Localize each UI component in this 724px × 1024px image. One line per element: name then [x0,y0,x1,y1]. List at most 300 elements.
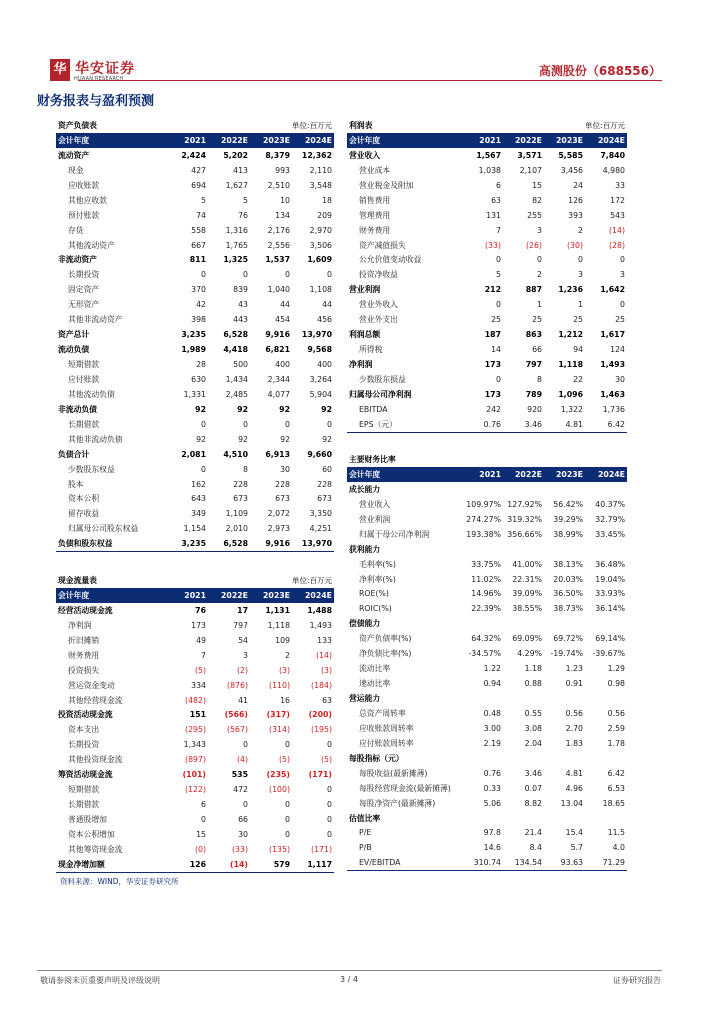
table-row [56,842,334,857]
row-value: (2) [236,665,248,675]
row-value: 2,485 [225,389,248,399]
row-value: 127.92% [507,499,542,509]
row-value: 162 [191,479,206,489]
table-row [56,722,334,737]
row-value [503,811,544,826]
row-value: 3,548 [309,180,332,190]
row-value: 1,617 [600,330,626,340]
row-value: (317) [266,710,290,720]
row-value: 1,463 [600,389,626,399]
table-row [56,208,334,223]
table-row [347,512,627,527]
row-value: 28 [196,360,206,370]
row-label: 销售费用 [359,195,391,205]
row-value: 6,821 [265,345,290,355]
table-row [56,752,334,767]
row-value: 2 [285,650,290,660]
row-value: 400 [317,360,332,370]
row-label: 所得税 [359,345,383,355]
table-row [56,827,334,842]
row-label: 其他应收款 [68,195,107,205]
row-value: 92 [238,434,248,444]
row-value: 3.46 [524,768,542,778]
row-value: 0 [327,419,332,429]
row-label: 应付账款 [68,374,100,384]
row-label: 财务费用 [68,650,100,660]
table-row [56,678,334,693]
row-value: 2 [578,225,584,235]
row-value: (14) [315,650,332,660]
table-row [56,342,334,357]
row-label: 速动比率 [359,679,391,689]
row-value: 92 [280,434,290,444]
row-value: 1,331 [183,389,206,399]
row-value: 64.32% [471,634,501,644]
table-row [347,178,627,193]
table-row [56,163,334,178]
row-value: 25 [491,315,501,325]
table-caption-row [347,117,627,133]
row-value: 69.14% [595,634,625,644]
row-value: 558 [191,225,206,235]
row-value: 0.91 [565,679,583,689]
table-row [347,482,627,497]
row-value: (897) [185,755,206,765]
table-caption: 现金流量表 [58,575,97,585]
row-value: 38.73% [553,604,583,614]
row-value: 0.48 [483,708,501,718]
row-value: (122) [185,785,206,795]
row-value: 54 [238,635,248,645]
row-label: 流动负债 [58,345,90,355]
footer-disclaimer: 敬请参阅末页重要声明及评级说明 [40,976,160,985]
row-value: 2.04 [524,738,542,748]
row-label: 长期投资 [68,270,100,280]
row-label: 估值比率 [349,813,381,823]
row-label: 其他经营现金流 [68,695,123,705]
row-value: 36.50% [553,589,583,599]
row-value: 24 [573,180,584,190]
row-value: 4.29% [517,649,542,659]
table-row [347,601,627,616]
row-value: 1 [537,300,543,310]
row-value: 9,916 [250,536,292,551]
row-value: 1,488 [307,605,332,615]
row-value: 193.38% [466,529,501,539]
row-value: 0.88 [524,679,542,689]
row-value: 356.66% [507,529,542,539]
row-value: 0 [496,374,501,384]
row-value: 920 [527,404,543,414]
row-value: 1,493 [309,620,332,630]
row-value: 7 [496,225,501,235]
row-label: 短期借款 [68,785,100,795]
table-row [56,782,334,797]
row-label: 折旧摊销 [68,635,100,645]
row-value: 49 [196,635,206,645]
row-value: (235) [266,770,290,780]
row-value [463,616,503,631]
table-row [347,387,627,402]
row-label: 负债和股东权益 [56,536,168,551]
row-value: 6.42 [585,417,627,432]
column-header-year: 2024E [585,467,627,482]
row-value: 797 [233,620,248,630]
row-label: 利润总额 [349,330,381,340]
row-label: 营业外收入 [359,300,398,310]
row-label: 营业利润 [349,285,381,295]
row-value: 63 [491,195,501,205]
table-row [347,357,627,372]
table-row [347,587,627,602]
column-header-year: 2024E [585,133,627,148]
row-value: 25 [615,315,626,325]
row-value: 0 [201,464,206,474]
row-value: (5) [320,755,332,765]
table-row [347,721,627,736]
row-value: 2 [537,270,543,280]
table-row [347,781,627,796]
table-row [56,603,334,618]
row-label: 现金净增加额 [56,857,168,872]
row-value: -34.57% [468,649,501,659]
row-value: 2,424 [181,150,206,160]
row-value: 13.04 [560,798,583,808]
row-value: 109.97% [466,499,501,509]
row-value: 1.23 [565,664,583,674]
row-value: 456 [317,315,332,325]
column-header-label: 会计年度 [347,467,463,482]
row-value: 92 [237,404,248,414]
row-value: 36.48% [595,559,625,569]
row-label: 投资净收益 [359,270,398,280]
row-value: 454 [275,315,290,325]
row-value: 38.99% [553,529,583,539]
page-header [0,0,724,88]
row-value [503,751,544,766]
row-value: 212 [484,285,501,295]
row-value: 1,325 [223,255,248,265]
row-value: 400 [275,360,290,370]
table-row [347,497,627,512]
table-row [347,542,627,557]
table-row [56,387,334,402]
column-header-label: 会计年度 [56,588,168,603]
row-value [503,616,544,631]
table-row [347,282,627,297]
row-value: 22 [573,374,584,384]
row-value: 17 [237,605,248,615]
row-value: 94 [573,345,584,355]
row-label: 公允价值变动收益 [359,255,422,265]
row-value: 811 [189,255,206,265]
row-label: EBITDA [359,404,388,414]
row-value: 2,344 [267,374,290,384]
row-label: 现金 [68,165,84,175]
table-row [347,676,627,691]
row-label: 其他流动负债 [68,389,115,399]
row-value: 76 [238,210,248,220]
row-label: 短期借款 [68,360,100,370]
row-value: 274.27% [466,514,501,524]
row-value: (0) [194,844,206,854]
row-value: 151 [189,710,206,720]
row-value: 2.70 [565,723,583,733]
row-value: (135) [269,844,290,854]
row-value: (876) [227,680,248,690]
row-value: 12,362 [301,150,332,160]
row-value: 38.13% [553,559,583,569]
row-value: 0 [620,300,626,310]
row-value: 4,980 [602,165,626,175]
table-row [347,646,627,661]
row-value: 1,038 [478,165,501,175]
header-divider [78,80,662,81]
table-row [56,767,334,782]
row-value: 3 [620,270,626,280]
row-value: 500 [233,360,248,370]
row-value: 7,840 [600,150,626,160]
row-label: 毛利率(%) [359,559,396,569]
row-value: 93.63 [544,855,585,870]
row-value: (567) [227,725,248,735]
row-value: 0 [327,270,332,280]
table-row [347,402,627,417]
row-value: 789 [525,389,543,399]
row-value: 0 [243,800,248,810]
row-value: (3) [278,665,290,675]
table-row [347,661,627,676]
row-label: 资产减值损失 [359,240,406,250]
row-value: 3,506 [309,240,332,250]
row-value: 1,131 [265,605,290,615]
column-header-year: 2023E [250,133,292,148]
row-value: 0 [285,419,290,429]
row-value: 1,109 [225,509,248,519]
row-value: 71.29 [585,855,627,870]
row-value: 2,970 [309,225,332,235]
row-value: 4,510 [223,449,248,459]
row-value: 1,343 [183,740,206,750]
row-value: 33 [615,180,626,190]
row-value: 0.76 [463,417,503,432]
income-statement-table [347,117,627,433]
row-value: 124 [610,345,626,355]
row-value [544,691,585,706]
table-row [56,267,334,282]
row-label: 存货 [68,225,84,235]
table-header-row [56,588,334,603]
table-row [56,372,334,387]
row-value: (184) [311,680,332,690]
row-value: 126 [168,857,208,872]
row-value: 0.56 [607,708,625,718]
row-value: 0 [201,270,206,280]
table-row [56,506,334,521]
row-value: 1,108 [309,285,332,295]
row-value: 19.04% [595,574,625,584]
row-value: 1,642 [600,285,626,295]
row-value: 6 [201,800,206,810]
row-value: 33.75% [471,559,501,569]
row-value: 1.18 [524,664,542,674]
row-value: 2,072 [267,509,290,519]
table-row [56,282,334,297]
row-value: 3 [243,650,248,660]
row-label: 营业收入 [359,499,391,509]
row-value [544,811,585,826]
table-row [347,855,627,870]
row-value: -19.74% [550,649,583,659]
row-value: 42 [196,300,206,310]
balance-sheet-table [56,117,334,552]
cash-flow-table [56,572,334,873]
row-value: (566) [224,710,248,720]
row-label: 负债合计 [58,449,90,459]
row-label: 少数股东权益 [68,464,115,474]
table-row [347,572,627,587]
row-value: 5 [201,195,206,205]
row-label: 归属母公司股东权益 [68,524,139,534]
row-value: 6.42 [607,768,625,778]
table-row [347,208,627,223]
table-row [56,693,334,708]
row-label: 其他投资现金流 [68,755,123,765]
row-value: 6,528 [223,330,248,340]
row-value [503,542,544,557]
financial-ratios-table [347,451,627,871]
row-value [544,482,585,497]
row-value: 1.22 [483,664,501,674]
row-value: 16 [280,695,290,705]
row-label: 归属于母公司净利润 [359,529,430,539]
row-label: 资产总计 [58,330,90,340]
row-value: 1,316 [225,225,248,235]
row-value: 472 [233,785,248,795]
row-value: 38.55% [512,604,542,614]
row-value: 25 [573,315,584,325]
row-value: 0.55 [524,708,542,718]
row-label: 营运资金变动 [68,680,115,690]
table-row [56,402,334,417]
row-value: 14 [491,345,501,355]
row-value: 2,081 [181,449,206,459]
row-value: 334 [191,680,206,690]
row-value: 242 [486,404,501,414]
row-value: 60 [322,464,332,474]
row-value: 2,176 [267,225,290,235]
row-value: 5 [243,195,248,205]
row-label: 成长能力 [349,484,381,494]
table-row [347,631,627,646]
row-value: 0 [496,255,501,265]
row-value: 673 [233,494,248,504]
row-value: 6.53 [607,783,625,793]
row-value: 20.03% [553,574,583,584]
row-value: 18 [322,195,332,205]
row-value: 393 [568,210,584,220]
row-value: 32.79% [595,514,625,524]
column-header-year: 2021 [463,467,503,482]
table-row [347,616,627,631]
table-row [347,691,627,706]
row-value: 11.5 [607,828,625,838]
footer-report-type: 证券研究报告 [613,976,661,985]
table-unit: 单位:百万元 [291,575,332,585]
row-value: 5,585 [558,150,584,160]
table-row [56,462,334,477]
section-title: 财务报表与盈利预测 [37,94,155,109]
row-value: 92 [195,404,206,414]
table-row [56,648,334,663]
row-value: 1,627 [225,180,248,190]
row-value: 1,117 [292,857,334,872]
row-value: 173 [484,389,501,399]
row-value: 398 [191,315,206,325]
table-row [347,766,627,781]
row-value: (33) [484,240,501,250]
row-value: 109 [275,635,290,645]
row-value: 1,118 [267,620,290,630]
row-value: 0 [285,829,290,839]
row-label: 营业成本 [359,165,391,175]
row-label: 其他非流动资产 [68,315,123,325]
row-value: 10 [280,195,290,205]
table-unit: 单位:百万元 [291,120,332,130]
row-value: 1,765 [225,240,248,250]
row-value: (110) [269,680,290,690]
table-row [347,557,627,572]
row-value: 7 [201,650,206,660]
column-header-year: 2023E [250,588,292,603]
row-label: 长期借款 [68,419,100,429]
huaan-logo-icon: 华 [50,59,70,81]
logo-name: 华安证券 [75,61,135,77]
row-value: 41.00% [512,559,542,569]
table-row [347,826,627,841]
row-value: 15 [196,829,206,839]
row-value: 1,040 [267,285,290,295]
row-value: 0 [327,815,332,825]
row-label: 获利能力 [349,544,381,554]
row-label: 股本 [68,479,84,489]
row-value: 993 [275,165,290,175]
table-caption: 利润表 [349,120,373,130]
table-row [56,618,334,633]
row-value: 673 [275,494,290,504]
row-label: 归属母公司净利润 [349,389,412,399]
row-value [585,691,627,706]
row-label: 净负债比率(%) [359,649,412,659]
row-value: 14.6 [483,843,501,853]
row-label: 应付账款周转率 [359,738,414,748]
footer-divider [37,970,662,971]
row-label: 留存收益 [68,509,100,519]
row-value: 22.31% [512,574,542,584]
row-value [585,616,627,631]
table-row [347,751,627,766]
row-label: 流动比率 [359,664,391,674]
row-value: 4,418 [223,345,248,355]
row-value: 3,235 [181,330,206,340]
row-value: (26) [526,240,543,250]
row-value: 1,322 [560,404,584,414]
row-value: (482) [185,695,206,705]
row-label: 营业税金及附加 [359,180,414,190]
table-row [56,357,334,372]
row-value: 13,970 [292,536,334,551]
table-row [347,706,627,721]
